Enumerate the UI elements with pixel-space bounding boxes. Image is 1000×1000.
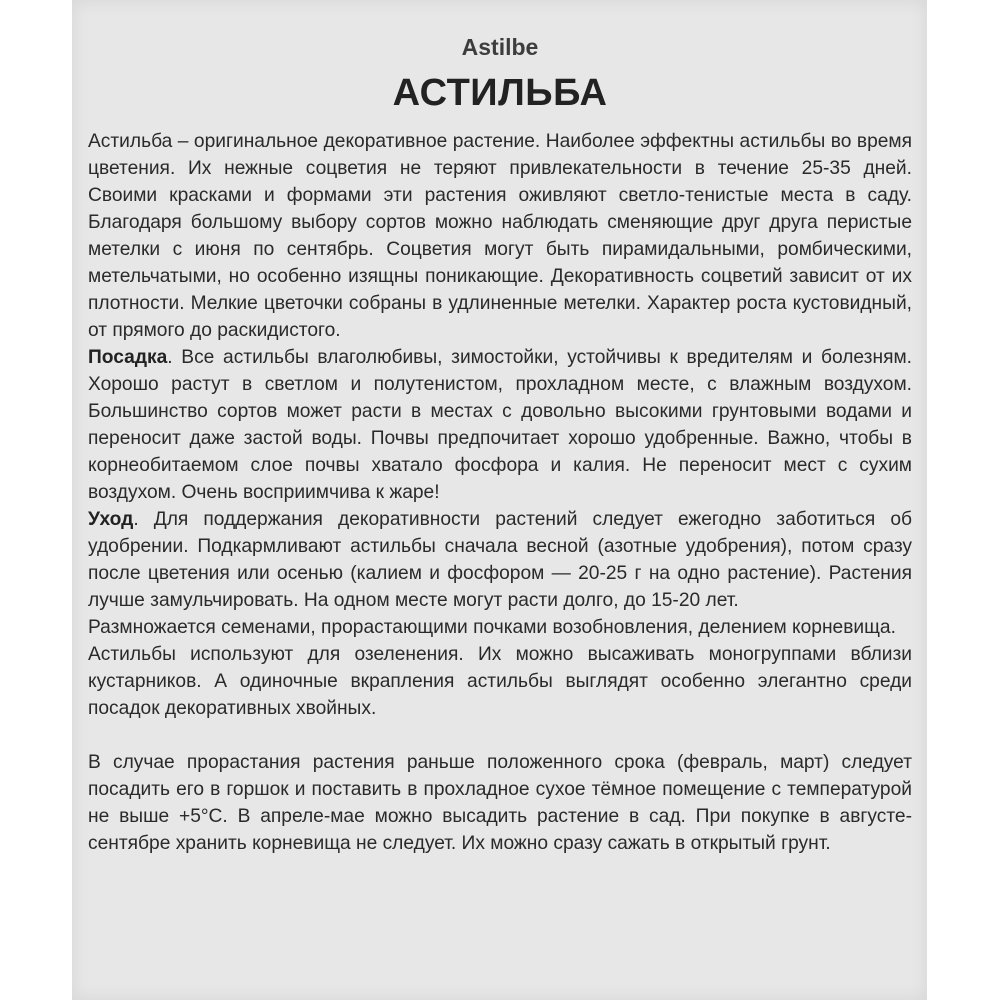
planting-paragraph	[88, 344, 912, 506]
usage-paragraph: Астильбы используют для озеленения. Их можно высаживать моногруппами вблизи кустарников. А одиночные вкрапления астильбы выглядят особенно элегантно среди посадок декоративных хвойных.	[88, 644, 912, 719]
care-text: . Для поддержания декоративности растений следует ежегодно заботиться об удобрении. Подкармливают астильбы сначала весной (азотные удобрения), потом сразу после цветения или осенью (калием и фосфором — 20-25 г на одно растение). Растения лучше замульчировать. На одном месте могут расти долго, до 15-20 лет.	[88, 509, 912, 611]
planting-heading: Посадка	[88, 347, 168, 368]
paragraph-spacer	[88, 722, 912, 749]
label-content	[88, 30, 912, 857]
care-heading: Уход	[88, 509, 134, 530]
page-title: АСТИЛЬБА	[392, 72, 608, 114]
latin-name: Astilbe	[461, 34, 539, 60]
care-paragraph	[88, 506, 912, 614]
propagation-paragraph: Размножается семенами, прорастающими почками возобновления, делением корневища.	[88, 617, 896, 638]
planting-text: . Все астильбы влаголюбивы, зимостойки, устойчивы к вредителям и болезням. Хорошо растут в светлом и полутенистом, прохладном месте, с влажным воздухом. Большинство сортов может расти в местах с довольно высокими грунтовыми водами и переносит даже застой воды. Почвы предпочитает хорошо удобренные. Важно, чтобы в корнеобитаемом слое почвы хватало фосфора и калия. Не переносит мест с сухим воздухом. Очень восприимчива к жаре!	[88, 347, 912, 503]
intro-paragraph: Астильба – оригинальное декоративное растение. Наиболее эффектны астильбы во время цветения. Их нежные соцветия не теряют привлекательности в течение 25-35 дней. Своими красками и формами эти растения оживляют светло-тенистые места в саду. Благодаря большому выбору сортов можно наблюдать сменяющие друг друга перистые метелки с июня по сентябрь. Соцветия могут быть пирамидальными, ромбическими, метельчатыми, но особенно изящны поникающие. Декоративность соцветий зависит от их плотности. Мелкие цветочки собраны в удлиненные метелки. Характер роста кустовидный, от прямого до раскидистого.	[88, 131, 912, 341]
printed-label-sheet	[72, 0, 927, 1000]
storage-paragraph: В случае прорастания растения раньше положенного срока (февраль, март) следует посадить его в горшок и поставить в прохладное сухое тёмное помещение с температурой не выше +5°С. В апреле-мае можно высадить растение в сад. При покупке в августе-сентябре хранить корневища не следует. Их можно сразу сажать в открытый грунт.	[88, 752, 912, 854]
